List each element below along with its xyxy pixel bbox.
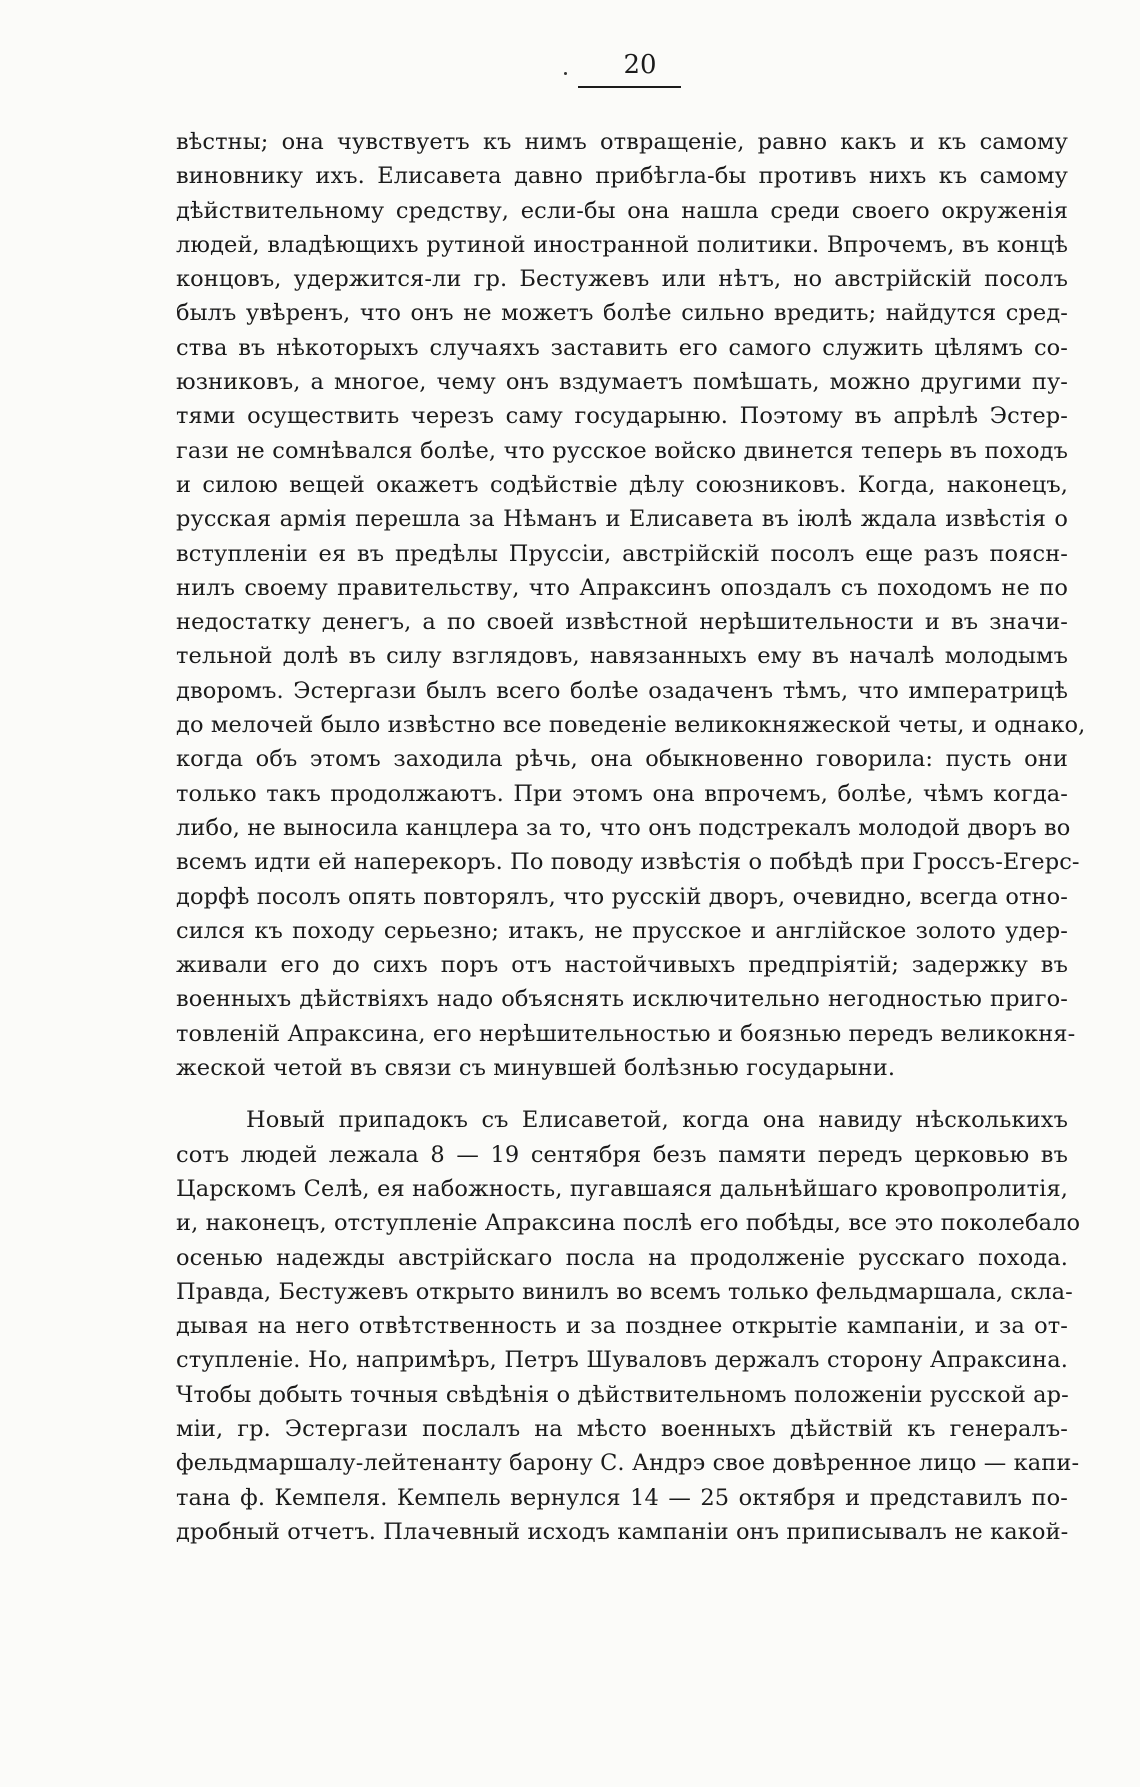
text-line: вѣстны; она чувствуетъ къ нимъ отвращеніе, равно какъ и къ самому <box>176 129 1068 155</box>
text-line: тями осуществить черезъ саму государыню. Поэтому въ апрѣлѣ Эстер- <box>176 403 1068 430</box>
text-line: сотъ людей лежала 8 — 19 сентября безъ памяти передъ церковью въ <box>176 1141 1068 1168</box>
text-line: жеской четой въ связи съ минувшей болѣзнью государыни. <box>176 1055 896 1082</box>
text-line: и силою вещей окажетъ содѣйствіе дѣлу союзниковъ. Когда, наконецъ, <box>176 471 1068 498</box>
text-line: концовъ, удержится-ли гр. Бестужевъ или нѣтъ, но австрійскій посолъ <box>176 266 1068 293</box>
text-line: Правда, Бестужевъ открыто винилъ во всемъ только фельдмаршала, скла- <box>176 1278 1073 1305</box>
text-line: ства въ нѣкоторыхъ случаяхъ заставить его самого служить цѣлямъ со- <box>176 334 1068 361</box>
text-line: Царскомъ Селѣ, ея набожность, пугавшаяся дальнѣйшаго кровопролитія, <box>176 1175 1068 1202</box>
text-line: ступленіе. Но, напримѣръ, Петръ Шуваловъ держалъ сторону Апраксина. <box>176 1347 1068 1374</box>
page-number: 20 <box>623 50 657 80</box>
text-line: вступленіи ея въ предѣлы Пруссіи, австрійскій посолъ еще разъ поясн- <box>176 540 1068 567</box>
text-line: русская армія перешла за Нѣманъ и Елисавета въ іюлѣ ждала извѣстія о <box>176 506 1068 533</box>
paragraph-2 <box>176 1103 1081 1549</box>
page-number-dot <box>564 72 567 75</box>
text-line: Новый припадокъ съ Елисаветой, когда она навиду нѣсколькихъ <box>246 1107 1068 1134</box>
text-line: юзниковъ, а многое, чему онъ вздумаетъ помѣшать, можно другими пу- <box>176 369 1068 396</box>
paragraph-gap <box>176 1085 1068 1103</box>
text-line: и, наконецъ, отступленіе Апраксина послѣ его побѣды, все это поколебало <box>176 1210 1081 1237</box>
text-line: виновнику ихъ. Елисавета давно прибѣгла-бы противъ нихъ къ самому <box>176 163 1068 190</box>
text-line: либо, не выносила канцлера за то, что онъ подстрекалъ молодой дворъ во <box>176 814 1071 841</box>
text-line: только такъ продолжаютъ. При этомъ она впрочемъ, болѣе, чѣмъ когда- <box>176 780 1068 807</box>
text-line: дробный отчетъ. Плачевный исходъ кампаніи онъ приписывалъ не какой- <box>176 1518 1069 1545</box>
text-line: живали его до сихъ поръ отъ настойчивыхъ предпріятій; задержку въ <box>176 952 1068 979</box>
text-line: Чтобы добыть точныя свѣдѣнія о дѣйствительномъ положеніи русской ар- <box>176 1381 1069 1408</box>
text-line: міи, гр. Эстергази послалъ на мѣсто военныхъ дѣйствій къ генералъ- <box>176 1415 1068 1442</box>
text-line: людей, владѣющихъ рутиной иностранной политики. Впрочемъ, въ концѣ <box>176 231 1068 258</box>
text-line: нилъ своему правительству, что Апраксинъ опоздалъ съ походомъ не по <box>176 574 1068 601</box>
text-line: дворомъ. Эстергази былъ всего болѣе озадаченъ тѣмъ, что императрицѣ <box>176 677 1068 704</box>
text-line: дорфѣ посолъ опять повторялъ, что русскій дворъ, очевидно, всегда отно- <box>176 883 1068 910</box>
text-line: до мелочей было извѣстно все поведеніе великокняжеской четы, и однако, <box>176 712 1086 739</box>
text-line: всемъ идти ей наперекоръ. По поводу извѣстія о побѣдѣ при Гроссъ-Егерс- <box>176 849 1080 876</box>
text-line: фельдмаршалу-лейтенанту барону С. Андрэ свое довѣренное лицо — капи- <box>176 1450 1080 1477</box>
body-text <box>176 125 1086 1549</box>
text-line: осенью надежды австрійскаго посла на продолженіе русскаго похода. <box>176 1244 1068 1271</box>
text-line: товленій Апраксина, его нерѣшительностью и боязнью передъ великокня- <box>176 1020 1076 1047</box>
page-number-rule <box>578 86 681 88</box>
text-line: гази не сомнѣвался болѣе, что русское войско двинется теперь въ походъ <box>176 437 1068 464</box>
text-line: былъ увѣренъ, что онъ не можетъ болѣе сильно вредить; найдутся сред- <box>176 300 1068 327</box>
text-line: дывая на него отвѣтственность и за позднее открытіе кампаніи, и за от- <box>176 1313 1068 1340</box>
text-line: тана ф. Кемпеля. Кемпель вернулся 14 — 25 октября и представилъ по- <box>176 1484 1068 1511</box>
text-line: недостатку денегъ, а по своей извѣстной нерѣшительности и въ значи- <box>176 609 1068 636</box>
paragraph-1 <box>176 125 1086 1085</box>
text-line: сился къ походу серьезно; итакъ, не прусское и англійское золото удер- <box>176 917 1068 944</box>
text-line: дѣйствительному средству, если-бы она нашла среди своего окруженія <box>176 197 1068 224</box>
text-line: военныхъ дѣйствіяхъ надо объяснять исключительно негодностью приго- <box>176 986 1068 1013</box>
text-line: тельной долѣ въ силу взглядовъ, навязанныхъ ему въ началѣ молодымъ <box>176 643 1068 670</box>
text-line: когда объ этомъ заходила рѣчь, она обыкновенно говорила: пусть они <box>176 746 1068 773</box>
